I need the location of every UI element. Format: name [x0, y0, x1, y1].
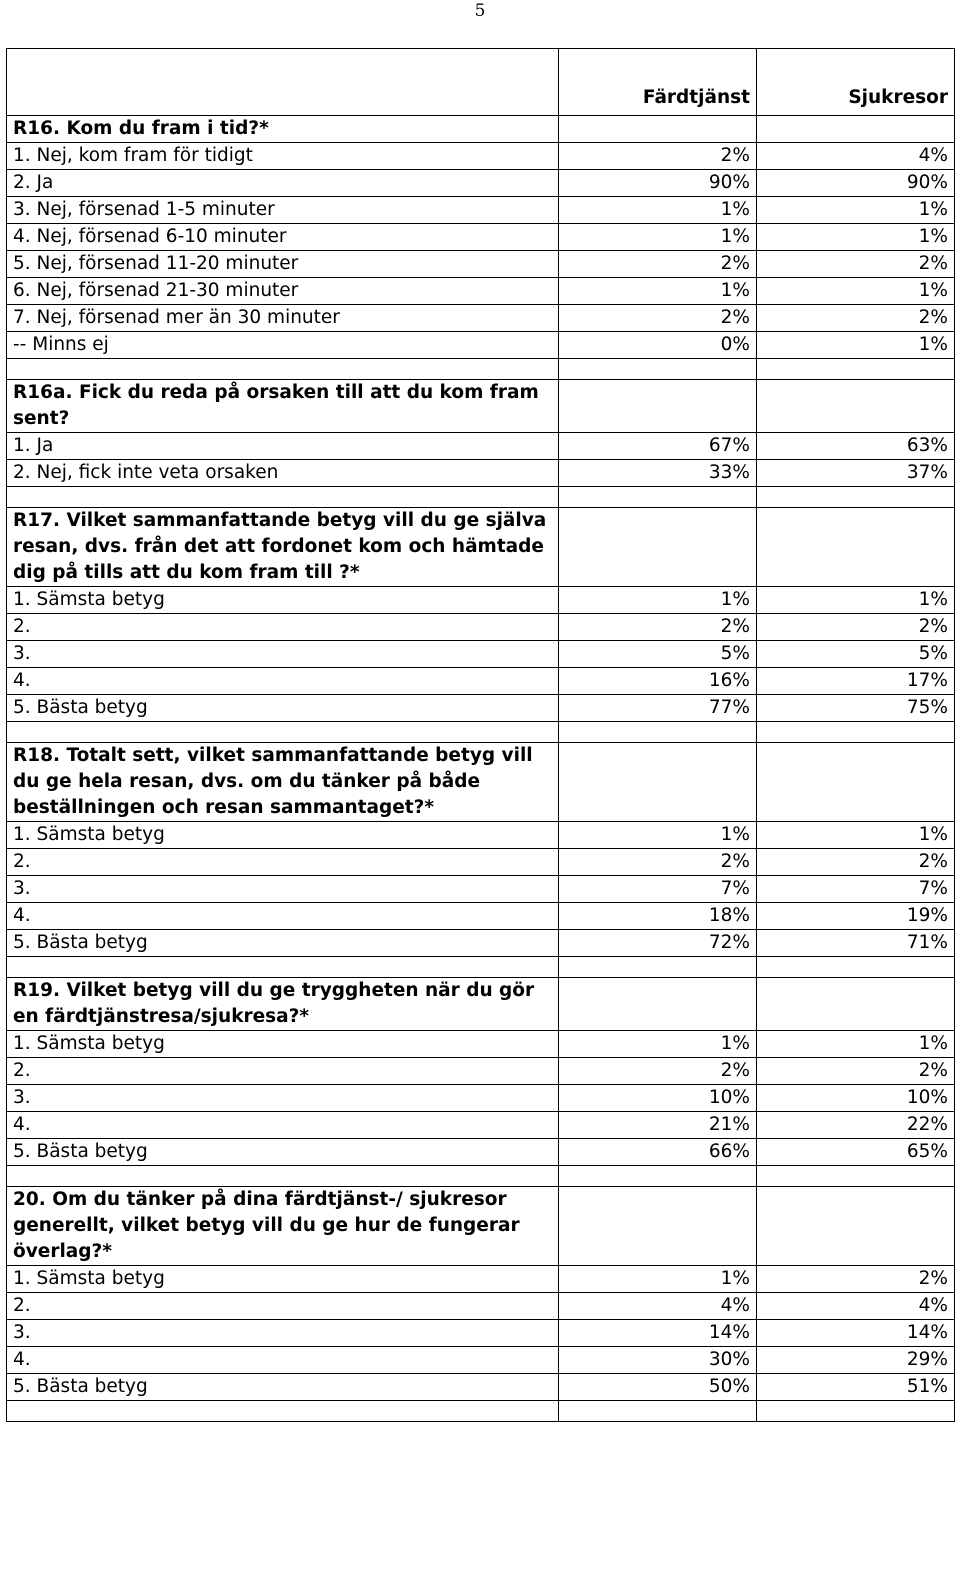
question-row	[7, 743, 955, 822]
answer-label: 3.	[7, 876, 559, 903]
sjukresor-value: 2%	[757, 305, 955, 332]
sjukresor-value: 2%	[757, 614, 955, 641]
fardtjanst-value: 67%	[559, 433, 757, 460]
answer-label: 5. Bästa betyg	[7, 1374, 559, 1401]
spacer-cell	[559, 359, 757, 380]
answer-label: 1. Sämsta betyg	[7, 587, 559, 614]
answer-label: 2.	[7, 1058, 559, 1085]
fardtjanst-value: 1%	[559, 224, 757, 251]
spacer-row	[7, 359, 955, 380]
survey-results-table	[6, 48, 955, 1422]
question-text: R16. Kom du fram i tid?*	[7, 116, 559, 143]
question-empty-cell	[559, 116, 757, 143]
spacer-cell	[559, 487, 757, 508]
fardtjanst-value: 16%	[559, 668, 757, 695]
answer-label: 4.	[7, 668, 559, 695]
answer-row	[7, 143, 955, 170]
header-empty-cell	[7, 49, 559, 116]
question-row	[7, 380, 955, 433]
answer-label: 5. Bästa betyg	[7, 1139, 559, 1166]
answer-row	[7, 332, 955, 359]
question-row	[7, 978, 955, 1031]
question-empty-cell	[559, 1187, 757, 1266]
answer-row	[7, 849, 955, 876]
sjukresor-value: 4%	[757, 143, 955, 170]
answer-label: 4.	[7, 903, 559, 930]
page-number: 5	[474, 1, 486, 21]
answer-row	[7, 614, 955, 641]
sjukresor-value: 1%	[757, 224, 955, 251]
fardtjanst-value: 5%	[559, 641, 757, 668]
sjukresor-value: 29%	[757, 1347, 955, 1374]
answer-row	[7, 668, 955, 695]
fardtjanst-value: 1%	[559, 197, 757, 224]
spacer-cell	[559, 722, 757, 743]
sjukresor-value: 65%	[757, 1139, 955, 1166]
fardtjanst-value: 1%	[559, 822, 757, 849]
answer-row	[7, 460, 955, 487]
fardtjanst-value: 30%	[559, 1347, 757, 1374]
answer-row	[7, 197, 955, 224]
question-row	[7, 116, 955, 143]
sjukresor-value: 90%	[757, 170, 955, 197]
sjukresor-value: 22%	[757, 1112, 955, 1139]
question-empty-cell	[757, 380, 955, 433]
answer-row	[7, 170, 955, 197]
answer-row	[7, 1266, 955, 1293]
question-empty-cell	[559, 508, 757, 587]
spacer-cell	[7, 487, 559, 508]
answer-row	[7, 822, 955, 849]
fardtjanst-value: 2%	[559, 143, 757, 170]
answer-label: 2. Nej, fick inte veta orsaken	[7, 460, 559, 487]
answer-row	[7, 641, 955, 668]
answer-row	[7, 876, 955, 903]
question-empty-cell	[757, 978, 955, 1031]
answer-label: -- Minns ej	[7, 332, 559, 359]
spacer-cell	[7, 1166, 559, 1187]
sjukresor-value: 37%	[757, 460, 955, 487]
sjukresor-value: 1%	[757, 822, 955, 849]
answer-label: 1. Sämsta betyg	[7, 1266, 559, 1293]
answer-row	[7, 1374, 955, 1401]
sjukresor-value: 5%	[757, 641, 955, 668]
question-text: R17. Vilket sammanfattande betyg vill du ge själva resan, dvs. från det att fordonet kom och hämtade dig på tills att du kom fram till ?*	[7, 508, 559, 587]
spacer-row	[7, 722, 955, 743]
answer-label: 3.	[7, 1085, 559, 1112]
question-text: R16a. Fick du reda på orsaken till att du kom fram sent?	[7, 380, 559, 433]
sjukresor-value: 17%	[757, 668, 955, 695]
question-empty-cell	[559, 978, 757, 1031]
fardtjanst-value: 2%	[559, 251, 757, 278]
answer-row	[7, 695, 955, 722]
fardtjanst-value: 72%	[559, 930, 757, 957]
fardtjanst-value: 2%	[559, 305, 757, 332]
fardtjanst-value: 1%	[559, 1266, 757, 1293]
fardtjanst-value: 77%	[559, 695, 757, 722]
fardtjanst-value: 33%	[559, 460, 757, 487]
sjukresor-value: 2%	[757, 849, 955, 876]
fardtjanst-value: 1%	[559, 1031, 757, 1058]
sjukresor-value: 7%	[757, 876, 955, 903]
answer-row	[7, 278, 955, 305]
fardtjanst-value: 1%	[559, 278, 757, 305]
sjukresor-value: 51%	[757, 1374, 955, 1401]
answer-label: 1. Sämsta betyg	[7, 822, 559, 849]
answer-row	[7, 224, 955, 251]
question-text: R18. Totalt sett, vilket sammanfattande betyg vill du ge hela resan, dvs. om du tänker på både beställningen och resan sammantaget?*	[7, 743, 559, 822]
answer-label: 5. Bästa betyg	[7, 930, 559, 957]
spacer-cell	[7, 359, 559, 380]
sjukresor-value: 75%	[757, 695, 955, 722]
answer-row	[7, 1347, 955, 1374]
fardtjanst-value: 66%	[559, 1139, 757, 1166]
sjukresor-value: 19%	[757, 903, 955, 930]
fardtjanst-value: 4%	[559, 1293, 757, 1320]
answer-label: 5. Bästa betyg	[7, 695, 559, 722]
question-empty-cell	[757, 116, 955, 143]
answer-row	[7, 903, 955, 930]
fardtjanst-value: 18%	[559, 903, 757, 930]
answer-row	[7, 305, 955, 332]
answer-row	[7, 1085, 955, 1112]
sjukresor-value: 4%	[757, 1293, 955, 1320]
answer-label: 4. Nej, försenad 6-10 minuter	[7, 224, 559, 251]
sjukresor-value: 1%	[757, 1031, 955, 1058]
column-header-fardtjanst: Färdtjänst	[559, 49, 757, 116]
answer-row	[7, 1058, 955, 1085]
answer-label: 1. Sämsta betyg	[7, 1031, 559, 1058]
sjukresor-value: 1%	[757, 332, 955, 359]
spacer-row	[7, 487, 955, 508]
column-header-sjukresor: Sjukresor	[757, 49, 955, 116]
answer-label: 1. Ja	[7, 433, 559, 460]
fardtjanst-value: 2%	[559, 849, 757, 876]
sjukresor-value: 2%	[757, 1058, 955, 1085]
answer-label: 4.	[7, 1347, 559, 1374]
answer-label: 4.	[7, 1112, 559, 1139]
question-empty-cell	[757, 1187, 955, 1266]
answer-label: 2.	[7, 849, 559, 876]
fardtjanst-value: 21%	[559, 1112, 757, 1139]
answer-row	[7, 1139, 955, 1166]
spacer-cell	[7, 722, 559, 743]
answer-label: 2. Ja	[7, 170, 559, 197]
fardtjanst-value: 90%	[559, 170, 757, 197]
fardtjanst-value: 10%	[559, 1085, 757, 1112]
sjukresor-value: 1%	[757, 587, 955, 614]
answer-label: 6. Nej, försenad 21-30 minuter	[7, 278, 559, 305]
spacer-row	[7, 957, 955, 978]
answer-row	[7, 1031, 955, 1058]
sjukresor-value: 10%	[757, 1085, 955, 1112]
answer-row	[7, 433, 955, 460]
answer-row	[7, 251, 955, 278]
answer-row	[7, 587, 955, 614]
answer-label: 5. Nej, försenad 11-20 minuter	[7, 251, 559, 278]
question-empty-cell	[559, 743, 757, 822]
answer-label: 3. Nej, försenad 1-5 minuter	[7, 197, 559, 224]
spacer-row	[7, 1401, 955, 1422]
question-empty-cell	[559, 380, 757, 433]
spacer-cell	[559, 957, 757, 978]
sjukresor-value: 14%	[757, 1320, 955, 1347]
answer-row	[7, 1112, 955, 1139]
answer-row	[7, 930, 955, 957]
spacer-cell	[757, 487, 955, 508]
spacer-cell	[757, 359, 955, 380]
answer-row	[7, 1320, 955, 1347]
spacer-cell	[559, 1166, 757, 1187]
spacer-cell	[757, 722, 955, 743]
table-header-row	[7, 49, 955, 116]
answer-label: 7. Nej, försenad mer än 30 minuter	[7, 305, 559, 332]
fardtjanst-value: 50%	[559, 1374, 757, 1401]
answer-row	[7, 1293, 955, 1320]
sjukresor-value: 1%	[757, 197, 955, 224]
sjukresor-value: 1%	[757, 278, 955, 305]
sjukresor-value: 2%	[757, 251, 955, 278]
spacer-cell	[757, 1401, 955, 1422]
spacer-row	[7, 1166, 955, 1187]
answer-label: 3.	[7, 641, 559, 668]
spacer-cell	[559, 1401, 757, 1422]
question-row	[7, 508, 955, 587]
question-empty-cell	[757, 743, 955, 822]
sjukresor-value: 63%	[757, 433, 955, 460]
spacer-cell	[7, 957, 559, 978]
fardtjanst-value: 2%	[559, 614, 757, 641]
spacer-cell	[757, 957, 955, 978]
answer-label: 2.	[7, 614, 559, 641]
fardtjanst-value: 7%	[559, 876, 757, 903]
answer-label: 3.	[7, 1320, 559, 1347]
question-row	[7, 1187, 955, 1266]
fardtjanst-value: 14%	[559, 1320, 757, 1347]
question-empty-cell	[757, 508, 955, 587]
fardtjanst-value: 0%	[559, 332, 757, 359]
spacer-cell	[757, 1166, 955, 1187]
answer-label: 2.	[7, 1293, 559, 1320]
spacer-cell	[7, 1401, 559, 1422]
question-text: 20. Om du tänker på dina färdtjänst-/ sjukresor generellt, vilket betyg vill du ge hur de fungerar överlag?*	[7, 1187, 559, 1266]
fardtjanst-value: 2%	[559, 1058, 757, 1085]
sjukresor-value: 71%	[757, 930, 955, 957]
fardtjanst-value: 1%	[559, 587, 757, 614]
sjukresor-value: 2%	[757, 1266, 955, 1293]
answer-label: 1. Nej, kom fram för tidigt	[7, 143, 559, 170]
question-text: R19. Vilket betyg vill du ge tryggheten när du gör en färdtjänstresa/sjukresa?*	[7, 978, 559, 1031]
